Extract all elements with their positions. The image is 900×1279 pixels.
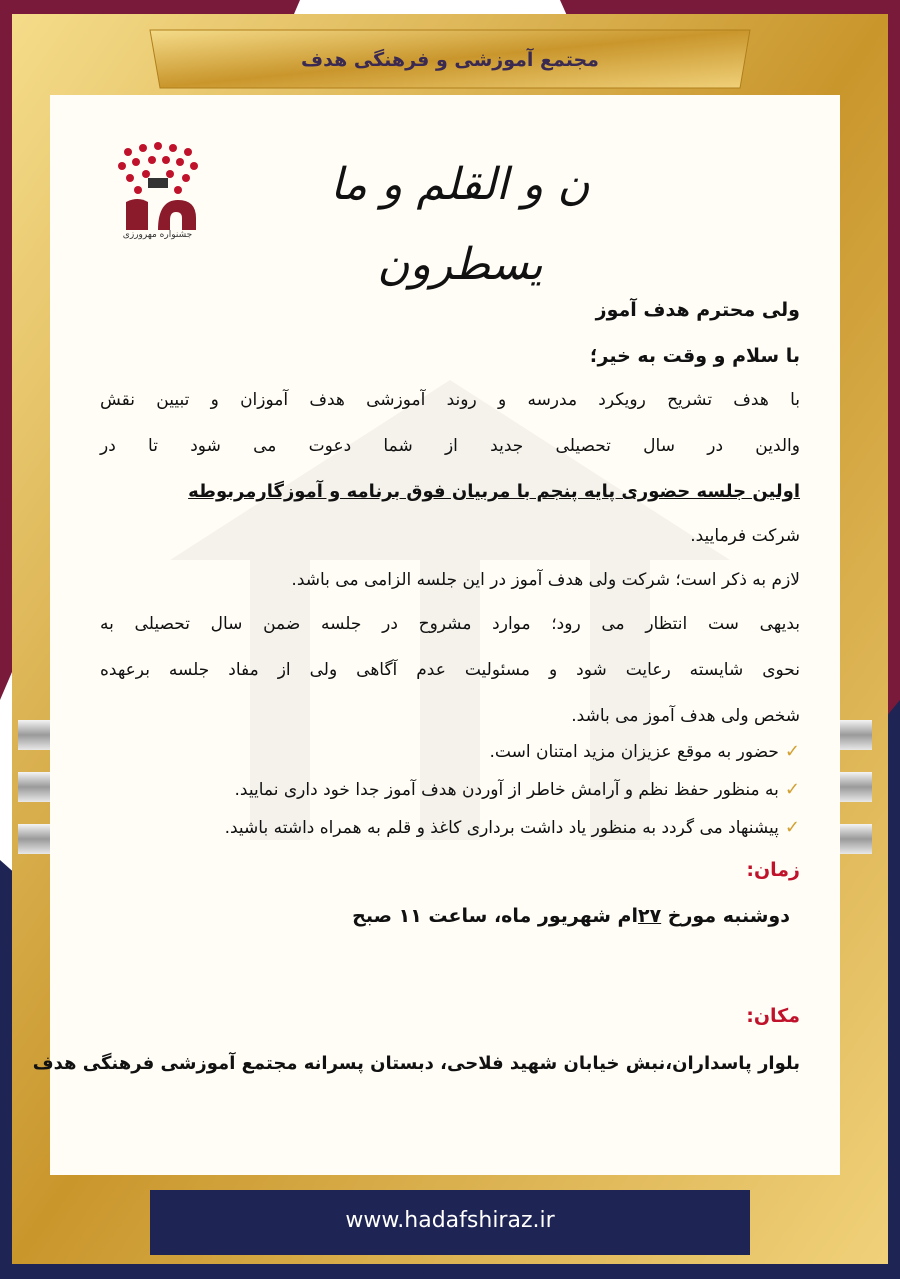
intro-line-1: با هدف تشریح رویکرد مدرسه و روند آموزشی هدف آموزان و تبیین نقش (100, 390, 800, 410)
check-icon: ✓ (784, 741, 800, 762)
time-day: ۲۷ (637, 905, 662, 927)
mandatory-note: لازم به ذکر است؛ شرکت ولی هدف آموز در این جلسه الزامی می باشد. (291, 570, 800, 590)
attend-text: شرکت فرمایید. (690, 526, 800, 546)
check-icon: ✓ (784, 779, 800, 800)
salutation: با سلام و وقت به خیر؛ (589, 345, 800, 367)
place-label: مکان: (746, 1005, 800, 1027)
check-icon: ✓ (784, 817, 800, 838)
bullet-text: به منظور حفظ نظم و آرامش خاطر از آوردن هدف آموز جدا خود داری نمایید. (234, 780, 779, 800)
calligraphy-verse: ن و القلم و ما یسطرون (330, 159, 590, 290)
note-line-2: نحوی شایسته رعایت شود و مسئولیت عدم آگاهی ولی از مفاد جلسه برعهده (100, 660, 800, 680)
time-prefix: دوشنبه مورخ (661, 905, 790, 927)
time-label: زمان: (746, 859, 800, 881)
bullet-text: حضور به موقع عزیزان مزید امتنان است. (489, 742, 779, 762)
website-url[interactable]: www.hadafshiraz.ir (345, 1208, 555, 1233)
bullet-item (100, 817, 800, 839)
logo-caption: جشنواره مهرورزی (122, 230, 193, 240)
bullet-text: پیشنهاد می گردد به منظور یاد داشت برداری کاغذ و قلم به همراه داشته باشید. (224, 818, 779, 838)
note-line-1: بدیهی ست انتظار می رود؛ موارد مشروح در جلسه ضمن سال تحصیلی به (100, 614, 800, 634)
place-value: بلوار پاسداران،نبش خیابان شهید فلاحی، دبستان پسرانه مجتمع آموزشی فرهنگی هدف (32, 1053, 800, 1074)
bullet-item (100, 741, 800, 763)
header-band (150, 30, 750, 90)
letter-body (32, 295, 800, 1075)
addressee: ولی محترم هدف آموز (595, 299, 800, 321)
time-value (100, 905, 790, 927)
time-suffix: ام شهریور ماه، ساعت ۱۱ صبح (352, 905, 638, 927)
session-title: اولین جلسه حضوری پایه پنجم با مربیان فوق برنامه و آموزگارمربوطه (188, 481, 800, 502)
bullet-item (100, 779, 800, 801)
header-title: مجتمع آموزشی و فرهنگی هدف (301, 49, 599, 71)
intro-line-2: والدین در سال تحصیلی جدید از شما دعوت می شود تا در (100, 436, 800, 456)
note-line-3: شخص ولی هدف آموز می باشد. (571, 706, 800, 726)
